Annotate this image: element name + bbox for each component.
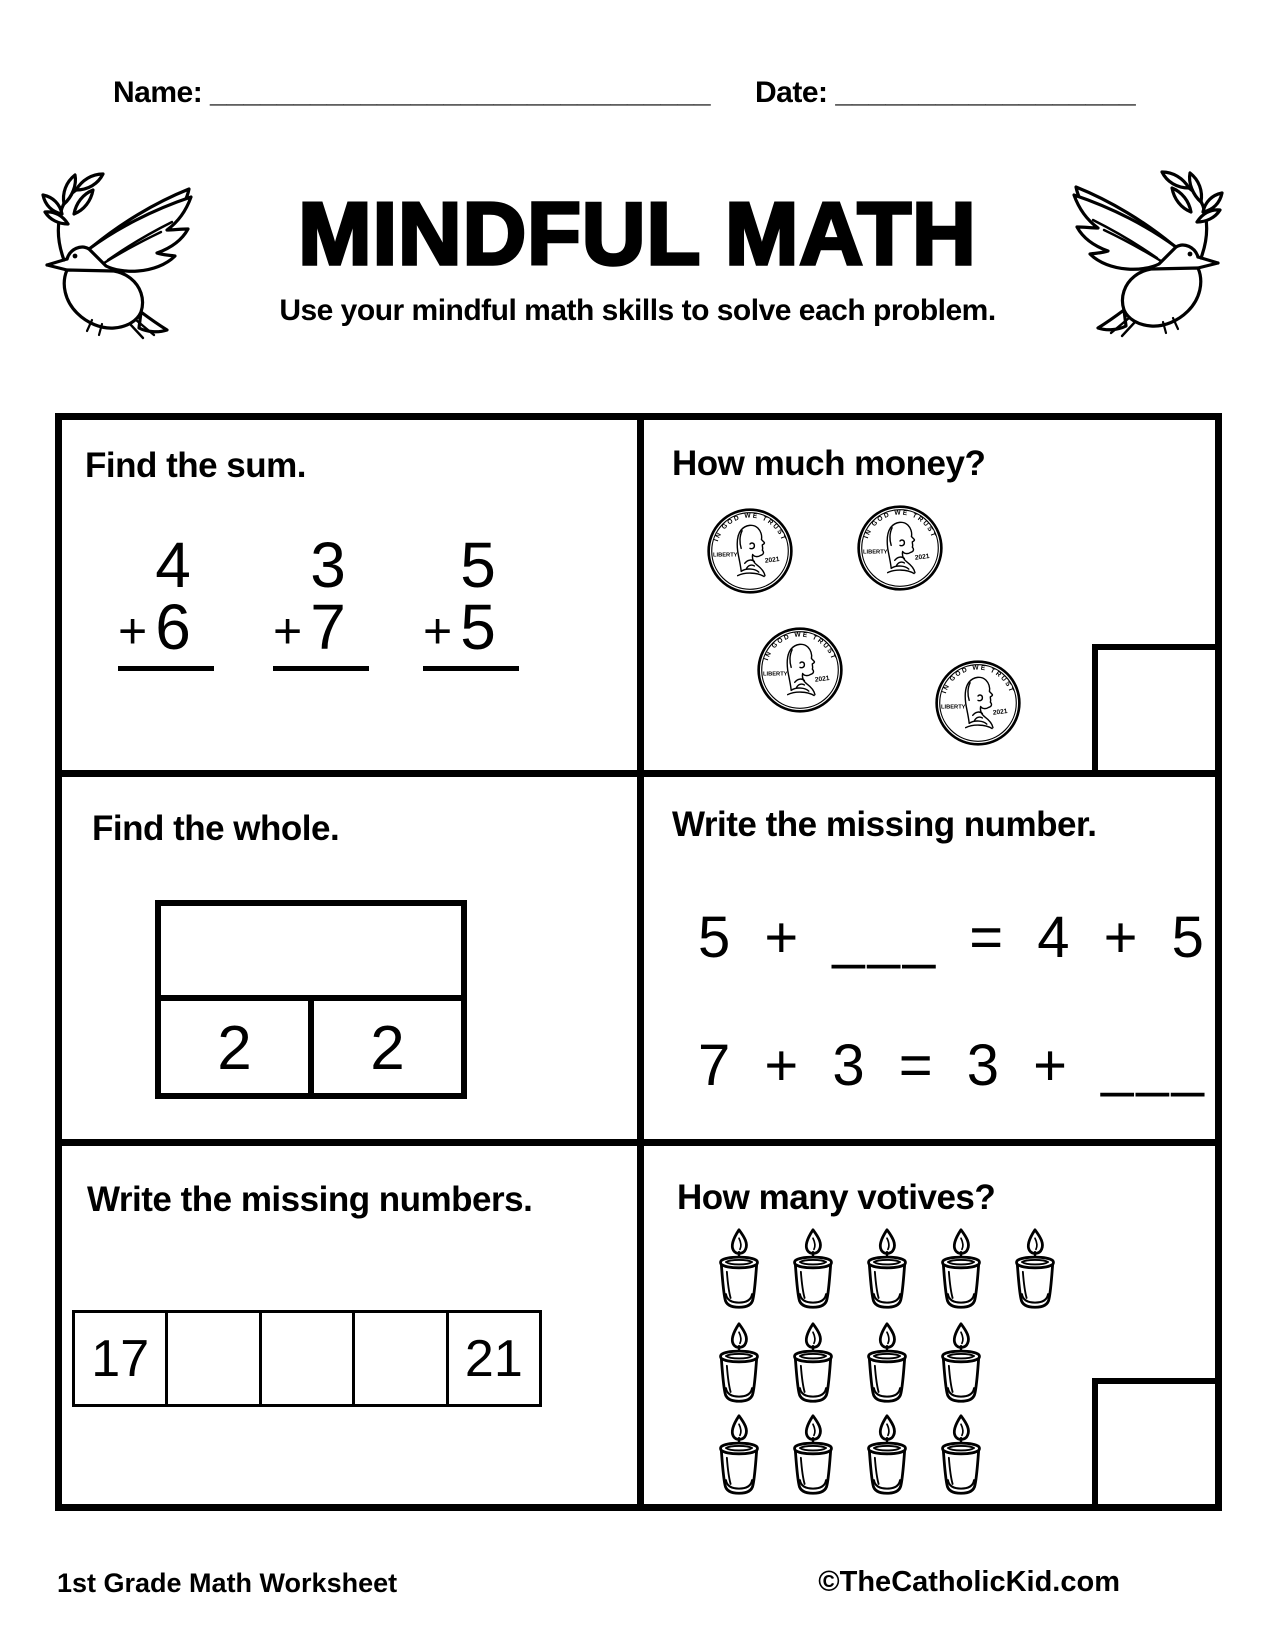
number-sequence-strip [72, 1310, 542, 1407]
sequence-cell-filled: 21 [446, 1313, 539, 1404]
cell-how-much-money [644, 420, 1215, 770]
parts-row [161, 995, 461, 1093]
date-row [755, 76, 1136, 110]
addend-top: 5 [460, 529, 496, 601]
votive-candle-icon [711, 1227, 767, 1311]
votive-candle-icon [859, 1321, 915, 1405]
penny-coin [856, 504, 944, 592]
votive-candle-icon [785, 1227, 841, 1311]
sequence-cell-filled: 17 [91, 1329, 150, 1388]
votive-row [711, 1413, 989, 1497]
votive-candle-icon [859, 1227, 915, 1311]
addition-problem [273, 529, 369, 671]
plus-sign: + [273, 603, 303, 659]
problem-grid [55, 413, 1222, 1511]
addend-bottom: 6 [155, 591, 191, 663]
grid-vertical-divider [637, 420, 644, 1504]
votive-candle-icon [711, 1321, 767, 1405]
votives-answer-box[interactable] [1092, 1378, 1215, 1504]
cell-missing-number [644, 777, 1215, 1139]
votive-candle-icon [933, 1227, 989, 1311]
name-write-line[interactable]: ______________________________ [210, 76, 711, 109]
votive-candle-icon [711, 1413, 767, 1497]
sequence-cell-blank[interactable] [352, 1313, 445, 1404]
title-block [240, 186, 1035, 328]
sum-answer-line[interactable] [423, 666, 519, 671]
whole-answer-area[interactable] [161, 906, 461, 995]
date-write-line[interactable]: __________________ [835, 76, 1136, 109]
whole-header: Find the whole. [92, 809, 340, 848]
votive-candle-icon [1007, 1227, 1063, 1311]
money-answer-box[interactable] [1092, 644, 1215, 770]
grid-horizontal-divider-1 [62, 770, 1215, 777]
votive-candle-icon [859, 1413, 915, 1497]
votive-row [711, 1321, 989, 1405]
plus-sign: + [118, 603, 148, 659]
plus-sign: + [423, 603, 453, 659]
equation-with-blank[interactable]: 5 + ___ = 4 + 5 [698, 905, 1207, 970]
worksheet-grade-label: 1st Grade Math Worksheet [57, 1568, 398, 1598]
sum-answer-line[interactable] [118, 666, 214, 671]
addition-problem [423, 529, 519, 671]
money-header: How much money? [672, 444, 986, 483]
name-label: Name: [113, 76, 203, 109]
votive-candle-icon [933, 1413, 989, 1497]
penny-coin [756, 626, 844, 714]
find-sum-header: Find the sum. [85, 446, 306, 485]
cell-missing-numbers-sequence [62, 1146, 637, 1504]
copyright-credit: ©TheCatholicKid.com [818, 1566, 1120, 1598]
votive-row [711, 1227, 1063, 1311]
part-value: 2 [217, 1014, 252, 1083]
votives-header: How many votives? [677, 1178, 996, 1217]
sequence-cell-blank[interactable] [259, 1313, 352, 1404]
addend-top: 3 [310, 529, 346, 601]
votive-candle-icon [933, 1321, 989, 1405]
equation-with-blank[interactable]: 7 + 3 = 3 + ___ [698, 1033, 1207, 1098]
sequence-header: Write the missing numbers. [87, 1180, 533, 1219]
votive-candle-icon [785, 1321, 841, 1405]
votive-candle-icon [785, 1413, 841, 1497]
sum-answer-line[interactable] [273, 666, 369, 671]
penny-coin [706, 507, 794, 595]
cell-find-the-sum [62, 420, 637, 770]
addend-top: 4 [155, 529, 191, 601]
dove-olive-branch-illustration-right [1025, 170, 1225, 340]
worksheet-title: MINDFUL MATH [298, 184, 977, 283]
cell-how-many-votives [644, 1146, 1215, 1504]
name-row [113, 76, 711, 110]
penny-coin [934, 659, 1022, 747]
addend-bottom: 5 [460, 591, 496, 663]
cell-find-the-whole [62, 777, 637, 1139]
addend-bottom: 7 [310, 591, 346, 663]
dove-olive-branch-illustration-left [40, 172, 240, 342]
date-label: Date: [755, 76, 828, 109]
part-part-whole-diagram [155, 900, 467, 1099]
missing-number-header: Write the missing number. [672, 805, 1097, 844]
part-value: 2 [308, 1001, 461, 1093]
sequence-cell-blank[interactable] [165, 1313, 258, 1404]
addition-problem [118, 529, 214, 671]
grid-horizontal-divider-2 [62, 1139, 1215, 1146]
worksheet-instructions: Use your mindful math skills to solve each problem. [279, 294, 996, 327]
